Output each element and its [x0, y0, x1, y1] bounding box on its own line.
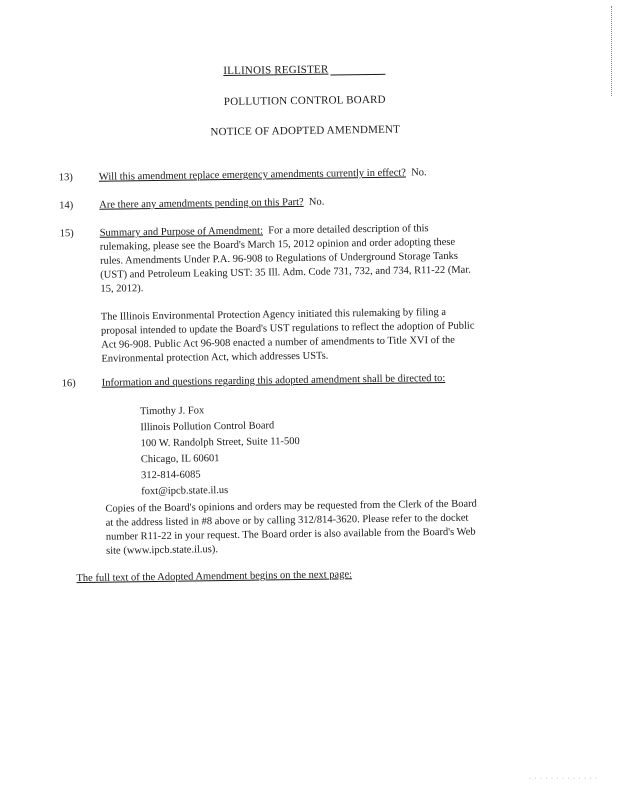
closing-line: The full text of the Adopted Amendment begins on the next page:	[76, 569, 353, 585]
para-line: The Illinois Environmental Protection Agency initiated this rulemaking by filing a	[100, 306, 447, 323]
item-number: 13)	[58, 172, 73, 184]
notice-title: NOTICE OF ADOPTED AMENDMENT	[210, 123, 401, 139]
para-line: Act 96-908. Public Act 96-908 enacted a number of amendments to Title XVI of the	[101, 334, 455, 351]
item-number: 15)	[59, 228, 74, 240]
summary-paragraph-2	[101, 305, 542, 367]
para-line: Environmental protection Act, which addresses USTs.	[101, 350, 329, 365]
copies-line: Copies of the Board's opinions and orders may be requested from the Clerk of the Board	[105, 498, 477, 515]
contact-city: Chicago, IL 60601	[140, 453, 220, 466]
para-line: proposal intended to update the Board's UST regulations to reflect the adoption of Public	[100, 320, 475, 337]
item-text	[99, 193, 539, 213]
summary-line: (UST) and Petroleum Leaking UST: 35 Ill. Adm. Code 731, 732, and 734, R11-22 (Mar.	[100, 264, 471, 281]
item-answer: No.	[411, 167, 427, 179]
scan-footer-mark: · · · · · · · · · · · · ·	[529, 776, 598, 782]
item-number: 14)	[59, 200, 74, 212]
item-text	[102, 371, 542, 391]
contact-phone: 312-814-6085	[140, 469, 201, 482]
summary-heading: Summary and Purpose of Amendment:	[99, 225, 264, 239]
copies-line: site (www.ipcb.state.il.us).	[106, 544, 219, 557]
contact-name: Timothy J. Fox	[140, 405, 205, 418]
board-title: POLLUTION CONTROL BOARD	[223, 93, 386, 109]
copies-line: at the address listed in #8 above or by calling 312/814-3620. Please refer to the docket	[105, 512, 469, 529]
register-header	[0, 60, 613, 81]
summary-line: rules. Amendments Under P.A. 96-908 to Regulations of Underground Storage Tanks	[99, 250, 458, 267]
item-16	[61, 371, 542, 390]
copies-line: number R11-22 in your request. The Board order is also available from the Board's Web	[105, 526, 476, 543]
contact-block	[140, 402, 300, 500]
contact-email: foxt@ipcb.state.il.us	[141, 485, 229, 498]
item-answer: No.	[308, 196, 325, 208]
item-question: Are there any amendments pending on this Part?	[99, 196, 304, 211]
register-title: ILLINOIS REGISTER	[223, 63, 329, 78]
summary-line: 15, 2012).	[100, 283, 144, 295]
summary-text	[100, 221, 541, 297]
item-14	[59, 193, 539, 212]
summary-line: For a more detailed description of this	[268, 223, 429, 237]
contact-org: Illinois Pollution Control Board	[140, 420, 275, 434]
item-number: 16)	[61, 378, 76, 390]
item-15	[59, 221, 540, 365]
item-question: Will this amendment replace emergency amendments currently in effect?	[98, 167, 406, 183]
header-rule	[331, 74, 386, 76]
item-13	[58, 165, 539, 184]
contact-heading: Information and questions regarding this adopted amendment shall be directed to:	[101, 372, 446, 389]
copies-paragraph	[105, 496, 556, 558]
contact-street: 100 W. Randolph Street, Suite 11-500	[140, 436, 300, 450]
summary-line: rulemaking, please see the Board's March 15, 2012 opinion and order adopting these	[99, 236, 456, 253]
item-text	[99, 165, 539, 185]
